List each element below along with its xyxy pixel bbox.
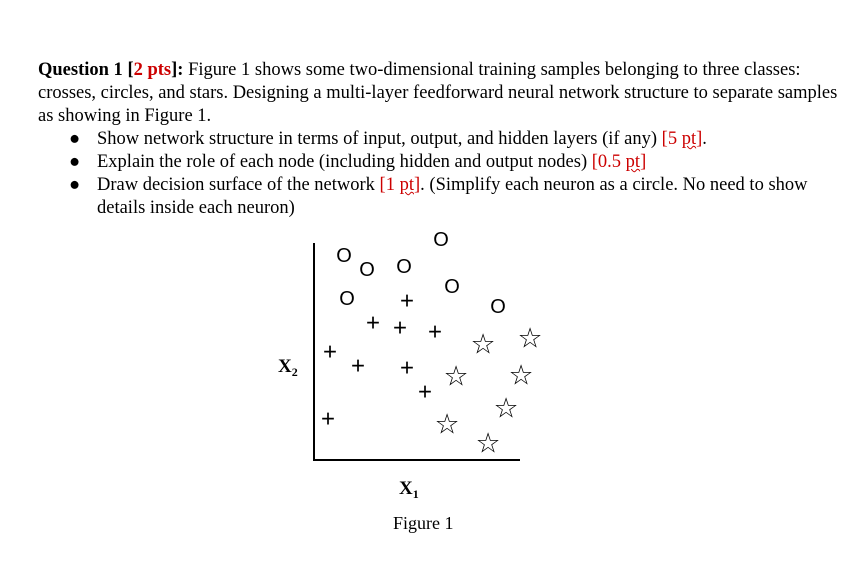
circle-marker: O — [336, 245, 352, 267]
question-intro: Question 1 [2 pts]: Figure 1 shows some two-dimensional training samples belonging to three classes: crosses, circles, and stars. Designing a multi-layer feedforward neural network structure to separate samples as showing in Figure 1. — [38, 60, 838, 126]
question-heading: Question 1 — [38, 60, 123, 80]
figure-caption: Figure 1 — [393, 513, 454, 533]
credit-label: [1 pt] — [379, 175, 421, 195]
sample-markers — [321, 229, 543, 460]
star-marker: ☆ — [517, 321, 543, 355]
circle-marker: O — [339, 288, 355, 310]
bullet-item: ● Explain the role of each node (including hidden and output nodes) [0.5 pt] — [69, 152, 647, 172]
cross-marker: + — [399, 354, 415, 382]
question-intro-text: Figure 1 shows some two-dimensional training samples belonging to three classes: crosses, circles, and stars. Designing a multi-layer feedforward neural network structure to separate samples as showing in Figure 1. — [38, 60, 838, 126]
points-label: 2 pts — [133, 60, 172, 80]
star-marker: ☆ — [443, 359, 469, 393]
circle-marker: O — [433, 229, 449, 251]
bullet-dot-icon: ● — [69, 152, 81, 172]
cross-marker: + — [392, 314, 408, 342]
star-marker: ☆ — [508, 358, 534, 392]
cross-marker: + — [322, 338, 338, 366]
star-marker: ☆ — [475, 426, 501, 460]
y-axis-label: $X_2$ — [278, 356, 298, 379]
cross-marker: + — [417, 378, 433, 406]
cross-marker: + — [427, 318, 443, 346]
circle-marker: O — [359, 259, 375, 281]
bullet-item: ● Draw decision surface of the network [1 pt]. (Simplify each neuron as a circle. No need to show details inside each neuron) — [69, 175, 808, 218]
bullet-dot-icon: ● — [69, 175, 81, 195]
bullet-item: ● Show network structure in terms of input, output, and hidden layers (if any) [5 pt]. — [69, 129, 707, 149]
circle-marker: O — [444, 276, 460, 298]
credit-label: [5 pt] — [661, 129, 703, 149]
cross-marker: + — [320, 405, 336, 433]
cross-marker: + — [365, 309, 381, 337]
cross-marker: + — [399, 287, 415, 315]
credit-label: [0.5 pt] — [591, 152, 647, 172]
x-axis-label: $X_1$ — [399, 478, 419, 501]
circle-marker: O — [396, 256, 412, 278]
star-marker: ☆ — [470, 327, 496, 361]
star-marker: ☆ — [493, 391, 519, 425]
cross-marker: + — [350, 352, 366, 380]
bullet-dot-icon: ● — [69, 129, 81, 149]
circle-marker: O — [490, 296, 506, 318]
star-marker: ☆ — [434, 407, 460, 441]
